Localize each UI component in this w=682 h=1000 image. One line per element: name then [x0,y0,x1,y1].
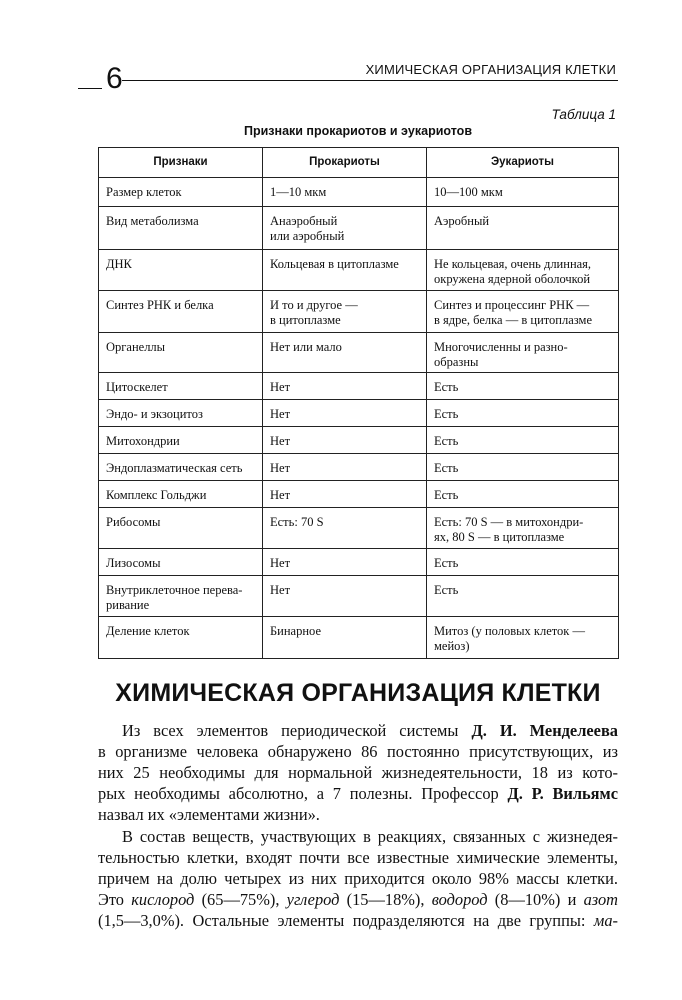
table-cell [263,250,427,291]
italic-term: кислород [131,890,195,909]
cell-text: Есть [434,434,459,448]
table-cell [99,427,263,454]
cell-text: Комплекс Гольджи [106,488,207,502]
table-cell [99,549,263,576]
cell-text: Нет [270,583,291,597]
table-cell [427,481,619,508]
text-line [98,826,618,847]
text-line [98,910,618,931]
text-line [98,847,618,868]
table-cell [427,178,619,207]
cell-text: Рибосомы [106,515,161,529]
table-cell [263,178,427,207]
cell-text: Нет [270,556,291,570]
text-run: тельностью клетки, входят почти все известные химические элементы, [98,848,618,867]
text-line [98,804,618,825]
text-line [98,720,618,741]
table-cell [427,207,619,250]
table-cell [263,207,427,250]
cell-text: 1—10 мкм [270,185,327,199]
cell-text: Нет [270,407,291,421]
cell-text: Есть: 70 S [270,515,324,529]
italic-term: углерод [286,890,340,909]
table-cell [263,427,427,454]
cell-text: мейоз) [434,639,470,653]
running-title: ХИМИЧЕСКАЯ ОРГАНИЗАЦИЯ КЛЕТКИ [365,62,616,77]
text-line [98,762,618,783]
table-row [99,576,619,617]
cell-text: Внутриклеточное перева- [106,583,243,597]
cell-text: образны [434,355,479,369]
cell-text: ях, 80 S — в цитоплазме [434,530,565,544]
table-cell [263,400,427,427]
cell-text: Нет или мало [270,340,342,354]
cell-text: Эндо- и экзоцитоз [106,407,203,421]
table-cell [263,576,427,617]
cell-text: Деление клеток [106,624,190,638]
table-row [99,508,619,549]
table-cell [427,333,619,373]
table-cell [99,400,263,427]
cell-text: 10—100 мкм [434,185,503,199]
table-cell [99,207,263,250]
section-heading: ХИМИЧЕСКАЯ ОРГАНИЗАЦИЯ КЛЕТКИ [115,679,601,707]
cell-text: Есть [434,583,459,597]
cell-text: Митохондрии [106,434,180,448]
cell-text: Органеллы [106,340,166,354]
bold-name: Д. Р. Вильямс [507,784,618,803]
text-run: Это [98,890,132,909]
cell-text: или аэробный [270,229,345,243]
column-header: Признаки [99,148,263,178]
table-header-row [99,148,619,178]
cell-text: Бинарное [270,624,321,638]
table-cell [99,373,263,400]
table-row [99,617,619,659]
table-row [99,400,619,427]
table-row [99,250,619,291]
table-cell [263,373,427,400]
italic-term: ма- [593,911,618,930]
table-caption: Таблица 1 [551,107,616,122]
cell-text: Синтез РНК и белка [106,298,214,312]
text-run: них 25 необходимы для нормальной жизнедеятельности, 18 из кото- [98,763,618,782]
table-row [99,481,619,508]
text-run: рых необходимы абсолютно, а 7 полезны. Профессор [98,784,508,803]
table-row [99,454,619,481]
header-rule [122,80,618,81]
cell-text: И то и другое — [270,298,358,312]
cell-text: Лизосомы [106,556,161,570]
table-cell [99,291,263,333]
cell-text: Есть [434,488,459,502]
table-cell [99,333,263,373]
cell-text: Аэробный [434,214,490,228]
table-row [99,207,619,250]
cell-text: Есть [434,461,459,475]
cell-text: Синтез и процессинг РНК — [434,298,590,312]
body-paragraph [98,826,618,931]
table-cell [427,617,619,659]
text-run: (1,5—3,0%). Остальные элементы подразделяются на две группы: [98,911,594,930]
text-run: В состав веществ, участвующих в реакциях, связанных с жизнедея- [122,827,618,846]
table-cell [99,454,263,481]
table-cell [99,178,263,207]
cell-text: в ядре, белка — в цитоплазме [434,313,592,327]
table-row [99,373,619,400]
cell-text: в цитоплазме [270,313,341,327]
table-cell [427,427,619,454]
italic-term: водород [431,890,488,909]
table-cell [263,549,427,576]
page-header [78,62,618,98]
cell-text: Эндоплазматическая сеть [106,461,243,475]
cell-text: Есть [434,556,459,570]
table-cell [263,454,427,481]
table-cell [427,291,619,333]
text-line [98,783,618,804]
column-header: Эукариоты [427,148,619,178]
table-row [99,291,619,333]
cell-text: Нет [270,434,291,448]
table-cell [427,250,619,291]
comparison-table [98,147,619,659]
table-cell [427,454,619,481]
table-cell [263,333,427,373]
text-run: Из всех элементов периодической системы [122,721,472,740]
column-header: Прокариоты [263,148,427,178]
table-cell [427,373,619,400]
table-cell [263,617,427,659]
cell-text: Не кольцевая, очень длинная, [434,257,592,271]
cell-text: Кольцевая в цитоплазме [270,257,399,271]
table-cell [263,291,427,333]
text-run: (8—10%) и [487,890,584,909]
table-cell [263,481,427,508]
cell-text: Нет [270,461,291,475]
header-rule-left [78,88,102,89]
table-title: Признаки прокариотов и эукариотов [244,124,472,138]
table-cell [99,250,263,291]
cell-text: Нет [270,488,291,502]
table-row [99,178,619,207]
cell-text: Анаэробный [270,214,338,228]
cell-text: ДНК [106,257,132,271]
cell-text: Цитоскелет [106,380,168,394]
page-number: 6 [106,62,123,95]
cell-text: ривание [106,598,150,612]
table-cell [99,576,263,617]
text-run: (15—18%), [339,890,432,909]
cell-text: Есть [434,407,459,421]
cell-text: Размер клеток [106,185,182,199]
cell-text: Нет [270,380,291,394]
table-cell [99,617,263,659]
table-cell [427,508,619,549]
text-run: причем на долю четырех из них приходится около 98% массы клетки. [98,869,618,888]
cell-text: Вид метаболизма [106,214,199,228]
text-line [98,741,618,762]
italic-term: азот [583,890,618,909]
table-row [99,427,619,454]
table-cell [427,549,619,576]
cell-text: Есть: 70 S — в митохондри- [434,515,584,529]
table-row [99,549,619,576]
cell-text: Митоз (у половых клеток — [434,624,585,638]
text-run: в организме человека обнаружено 86 постоянно присутствующих, из [98,742,618,761]
text-line [98,889,618,910]
table-cell [263,508,427,549]
table-cell [99,481,263,508]
table-cell [99,508,263,549]
text-line [98,868,618,889]
cell-text: Многочисленны и разно- [434,340,568,354]
table-cell [427,576,619,617]
body-paragraph [98,720,618,825]
table-row [99,333,619,373]
table-cell [427,400,619,427]
bold-name: Д. И. Менделеева [471,721,618,740]
text-run: (65—75%), [194,890,287,909]
cell-text: Есть [434,380,459,394]
text-run: назвал их «элементами жизни». [98,805,320,824]
cell-text: окружена ядерной оболочкой [434,272,591,286]
